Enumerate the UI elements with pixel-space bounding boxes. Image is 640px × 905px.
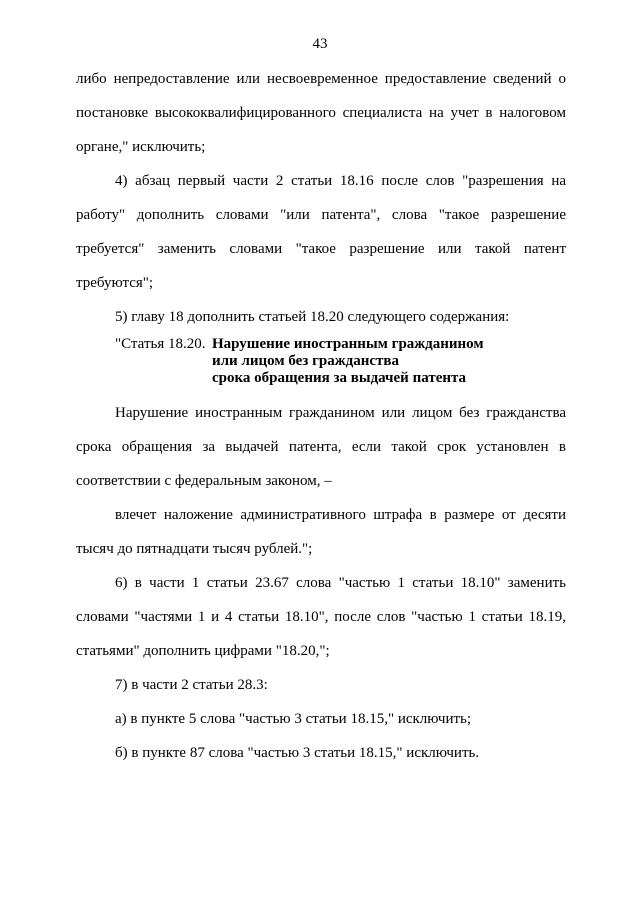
article-number: "Статья 18.20. [115, 336, 206, 352]
article-sanction [76, 498, 566, 566]
text-line: срока обращения за выдачей патента, если такой срок установлен в [76, 439, 566, 455]
text-line: статьями" дополнить цифрами "18.20,"; [76, 643, 330, 659]
text-line: соответствии с федеральным законом, – [76, 473, 332, 489]
document-body [76, 62, 566, 770]
article-title-line: Нарушение иностранным гражданином [212, 336, 484, 352]
article-title-line: срока обращения за выдачей патента [212, 370, 467, 386]
page-number: 43 [312, 36, 328, 52]
text-line: тысяч до пятнадцати тысяч рублей."; [76, 541, 313, 557]
subitem-a: а) в пункте 5 слова "частью 3 статьи 18.15," исключить; [115, 711, 472, 727]
text-line: требуются"; [76, 275, 154, 291]
text-line: Нарушение иностранным гражданином или лицом без гражданства [115, 405, 566, 421]
article-heading-row [76, 336, 566, 353]
article-heading [76, 336, 566, 387]
text-line: органе," исключить; [76, 139, 206, 155]
text-line: либо непредоставление или несвоевременное предоставление сведений о [76, 71, 566, 87]
paragraph-1 [76, 62, 566, 164]
paragraph-item-5 [76, 300, 566, 334]
subitem-b: б) в пункте 87 слова "частью 3 статьи 18.15," исключить. [115, 745, 480, 761]
text-line: 4) абзац первый части 2 статьи 18.16 после слов "разрешения на [115, 173, 566, 189]
paragraph-item-6 [76, 566, 566, 668]
text-line: требуется" заменить словами "такое разрешение или такой патент [76, 241, 566, 257]
text-line: влечет наложение административного штрафа в размере от десяти [115, 507, 566, 523]
paragraph-item-4 [76, 164, 566, 300]
text-line: работу" дополнить словами "или патента", слова "такое разрешение [76, 207, 566, 223]
paragraph-item-7 [76, 668, 566, 770]
article-title-line: или лицом без гражданства [212, 353, 399, 369]
text-line: 6) в части 1 статьи 23.67 слова "частью 1 статьи 18.10" заменить [115, 575, 566, 591]
text-line: постановке высококвалифицированного специалиста на учет в налоговом [76, 105, 566, 121]
article-disposition [76, 396, 566, 498]
text-line: 7) в части 2 статьи 28.3: [115, 677, 268, 693]
text-line: 5) главу 18 дополнить статьей 18.20 следующего содержания: [115, 309, 510, 325]
text-line: словами "частями 1 и 4 статьи 18.10", после слов "частью 1 статьи 18.19, [76, 609, 566, 625]
